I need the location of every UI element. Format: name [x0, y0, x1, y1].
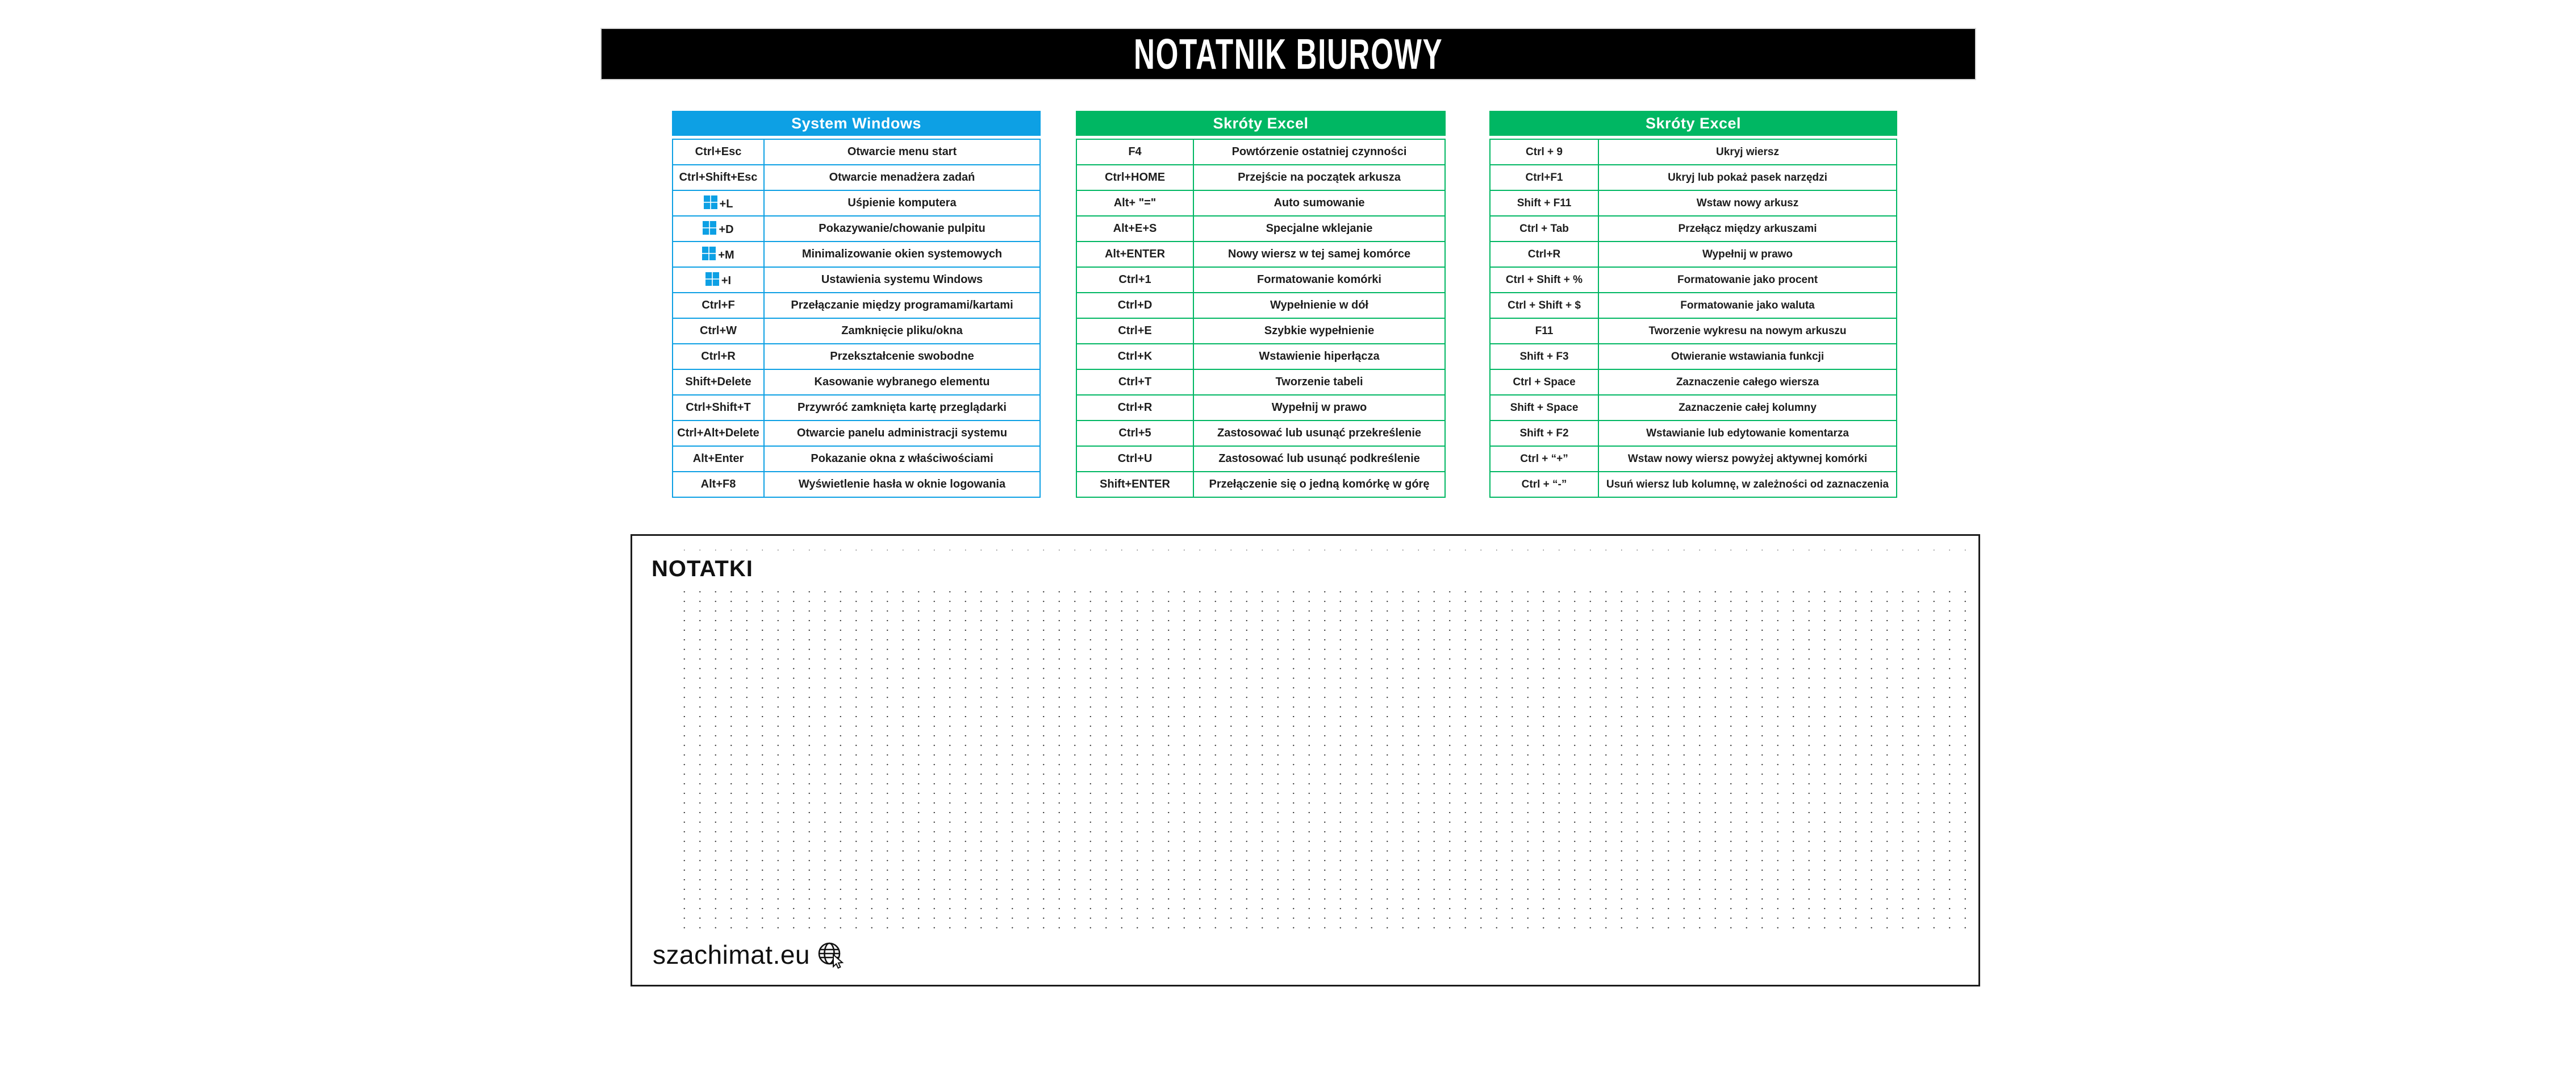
shortcut-table-excel-2 [1489, 111, 1897, 498]
shortcut-description-cell: Wstaw nowy arkusz [1598, 190, 1897, 216]
shortcut-key-cell: Ctrl+R [1076, 395, 1193, 421]
shortcut-key-cell: Alt+E+S [1076, 216, 1193, 242]
shortcut-row [1076, 344, 1445, 369]
shortcut-row [1490, 139, 1897, 165]
shortcut-row [1490, 165, 1897, 190]
shortcut-key-cell: +I [673, 267, 764, 293]
shortcut-key-cell: Ctrl+HOME [1076, 165, 1193, 190]
shortcut-key-cell: Ctrl + Space [1490, 369, 1598, 395]
notes-footer [653, 939, 845, 970]
shortcut-row [673, 421, 1040, 446]
shortcut-description-cell: Wstawianie lub edytowanie komentarza [1598, 421, 1897, 446]
shortcut-row [673, 318, 1040, 344]
shortcut-description-cell: Otwieranie wstawiania funkcji [1598, 344, 1897, 369]
table-header: Skróty Excel [1489, 111, 1897, 136]
shortcut-row [673, 267, 1040, 293]
shortcut-key-cell: Ctrl + Tab [1490, 216, 1598, 242]
shortcut-key-cell: +D [673, 216, 764, 242]
shortcut-description-cell: Przełączenie się o jedną komórkę w górę [1193, 472, 1445, 497]
shortcut-row [1490, 216, 1897, 242]
table-header: Skróty Excel [1076, 111, 1446, 136]
shortcut-row [673, 216, 1040, 242]
shortcut-table-windows [672, 111, 1041, 498]
shortcut-description-cell: Wstawienie hiperłącza [1193, 344, 1445, 369]
shortcut-row [1076, 139, 1445, 165]
shortcut-row [1076, 216, 1445, 242]
shortcut-description-cell: Nowy wiersz w tej samej komórce [1193, 242, 1445, 267]
shortcut-description-cell: Przekształcenie swobodne [764, 344, 1040, 369]
shortcut-row [1076, 190, 1445, 216]
shortcut-row [1076, 446, 1445, 472]
shortcut-key-cell: Ctrl+F [673, 293, 764, 318]
notes-box [631, 534, 1980, 986]
shortcut-key-cell: Ctrl+R [673, 344, 764, 369]
shortcut-description-cell: Specjalne wklejanie [1193, 216, 1445, 242]
shortcut-key-cell: Ctrl+5 [1076, 421, 1193, 446]
windows-logo-icon [704, 195, 717, 209]
shortcut-key-cell: Ctrl+E [1076, 318, 1193, 344]
shortcut-row [1076, 395, 1445, 421]
notes-dotted-rule [677, 548, 1968, 552]
shortcut-description-cell: Ustawienia systemu Windows [764, 267, 1040, 293]
shortcut-row [673, 242, 1040, 267]
shortcut-key-cell: Ctrl + Shift + % [1490, 267, 1598, 293]
shortcut-key-cell: Shift + Space [1490, 395, 1598, 421]
shortcut-row [1076, 318, 1445, 344]
shortcut-key-cell: Alt+Enter [673, 446, 764, 472]
shortcut-row [1076, 293, 1445, 318]
shortcut-row [673, 395, 1040, 421]
notes-heading: NOTATKI [652, 556, 753, 581]
shortcut-description-cell: Pokazywanie/chowanie pulpitu [764, 216, 1040, 242]
mouse-cursor-icon [833, 955, 842, 968]
shortcut-description-cell: Przełącz między arkuszami [1598, 216, 1897, 242]
shortcut-row [1490, 472, 1897, 497]
shortcut-key-cell: F4 [1076, 139, 1193, 165]
shortcut-row [673, 446, 1040, 472]
shortcut-row [1076, 472, 1445, 497]
shortcut-key-cell: Ctrl+Shift+Esc [673, 165, 764, 190]
shortcut-key-cell: Alt+ "=" [1076, 190, 1193, 216]
shortcut-key-cell: Ctrl + Shift + $ [1490, 293, 1598, 318]
shortcut-key-cell: Shift + F11 [1490, 190, 1598, 216]
shortcut-key-cell: Ctrl+Alt+Delete [673, 421, 764, 446]
website-link[interactable]: szachimat.eu [653, 940, 811, 969]
shortcut-row [1490, 395, 1897, 421]
shortcut-description-cell: Szybkie wypełnienie [1193, 318, 1445, 344]
shortcut-description-cell: Zamknięcie pliku/okna [764, 318, 1040, 344]
shortcut-key-cell: Ctrl+R [1490, 242, 1598, 267]
shortcut-description-cell: Auto sumowanie [1193, 190, 1445, 216]
shortcut-key-cell: Alt+F8 [673, 472, 764, 497]
table-header: System Windows [672, 111, 1041, 136]
shortcut-description-cell: Przywróć zamknięta kartę przeglądarki [764, 395, 1040, 421]
globe-icon [816, 940, 845, 969]
shortcut-description-cell: Formatowanie jako waluta [1598, 293, 1897, 318]
page-title: NOTATNIK BIUROWY [1133, 30, 1443, 78]
shortcut-description-cell: Wypełnij w prawo [1598, 242, 1897, 267]
shortcut-key-cell: Shift + F3 [1490, 344, 1598, 369]
shortcut-key-cell: Ctrl+F1 [1490, 165, 1598, 190]
shortcut-description-cell: Przejście na początek arkusza [1193, 165, 1445, 190]
shortcut-key-cell: Ctrl + “-” [1490, 472, 1598, 497]
shortcut-description-cell: Wyświetlenie hasła w oknie logowania [764, 472, 1040, 497]
shortcut-key-cell: Shift + F2 [1490, 421, 1598, 446]
windows-logo-icon [702, 247, 716, 260]
shortcut-row [1490, 190, 1897, 216]
shortcut-row [1076, 267, 1445, 293]
shortcut-description-cell: Przełączanie między programami/kartami [764, 293, 1040, 318]
shortcut-description-cell: Formatowanie jako procent [1598, 267, 1897, 293]
shortcut-description-cell: Powtórzenie ostatniej czynności [1193, 139, 1445, 165]
windows-logo-icon [705, 272, 719, 286]
shortcut-description-cell: Tworzenie tabeli [1193, 369, 1445, 395]
shortcut-description-cell: Ukryj lub pokaż pasek narzędzi [1598, 165, 1897, 190]
shortcut-row [673, 293, 1040, 318]
shortcut-key-cell: Shift+ENTER [1076, 472, 1193, 497]
shortcut-row [673, 190, 1040, 216]
shortcut-row [673, 139, 1040, 165]
shortcut-row [673, 344, 1040, 369]
shortcut-key-cell: Ctrl+U [1076, 446, 1193, 472]
shortcut-description-cell: Kasowanie wybranego elementu [764, 369, 1040, 395]
shortcut-grid [1076, 139, 1446, 498]
shortcut-row [1490, 318, 1897, 344]
shortcut-row [1490, 446, 1897, 472]
shortcut-description-cell: Zastosować lub usunąć podkreślenie [1193, 446, 1445, 472]
shortcut-key-cell: Ctrl+W [673, 318, 764, 344]
shortcut-description-cell: Zastosować lub usunąć przekreślenie [1193, 421, 1445, 446]
shortcut-description-cell: Ukryj wiersz [1598, 139, 1897, 165]
shortcut-row [1490, 421, 1897, 446]
shortcut-row [1490, 242, 1897, 267]
shortcut-description-cell: Wypełnienie w dół [1193, 293, 1445, 318]
shortcut-description-cell: Tworzenie wykresu na nowym arkuszu [1598, 318, 1897, 344]
shortcut-key-cell: Ctrl+T [1076, 369, 1193, 395]
shortcut-key-cell: Ctrl+K [1076, 344, 1193, 369]
shortcut-description-cell: Formatowanie komórki [1193, 267, 1445, 293]
shortcut-key-cell: F11 [1490, 318, 1598, 344]
shortcut-description-cell: Usuń wiersz lub kolumnę, w zależności od zaznaczenia [1598, 472, 1897, 497]
shortcut-key-cell: Alt+ENTER [1076, 242, 1193, 267]
shortcut-row [1076, 165, 1445, 190]
shortcut-description-cell: Wstaw nowy wiersz powyżej aktywnej komórki [1598, 446, 1897, 472]
shortcut-description-cell: Otwarcie menu start [764, 139, 1040, 165]
shortcut-row [1490, 293, 1897, 318]
shortcut-description-cell: Zaznaczenie całej kolumny [1598, 395, 1897, 421]
shortcut-row [1490, 267, 1897, 293]
shortcut-description-cell: Pokazanie okna z właściwościami [764, 446, 1040, 472]
shortcut-key-cell: +L [673, 190, 764, 216]
shortcut-key-cell: +M [673, 242, 764, 267]
shortcut-key-cell: Ctrl+Shift+T [673, 395, 764, 421]
shortcut-description-cell: Otwarcie panelu administracji systemu [764, 421, 1040, 446]
shortcut-row [1490, 344, 1897, 369]
shortcut-key-cell: Ctrl+Esc [673, 139, 764, 165]
shortcut-key-cell: Ctrl+D [1076, 293, 1193, 318]
shortcut-description-cell: Otwarcie menadżera zadań [764, 165, 1040, 190]
shortcut-grid [672, 139, 1041, 498]
shortcut-row [1076, 369, 1445, 395]
shortcut-table-excel-1 [1076, 111, 1446, 498]
shortcut-key-cell: Ctrl + “+” [1490, 446, 1598, 472]
title-bar [602, 29, 1975, 79]
shortcut-row [1490, 369, 1897, 395]
shortcut-key-cell: Shift+Delete [673, 369, 764, 395]
notes-dot-grid [677, 587, 1968, 934]
windows-logo-icon [703, 221, 716, 235]
shortcut-row [673, 472, 1040, 497]
shortcut-key-cell: Ctrl + 9 [1490, 139, 1598, 165]
shortcut-description-cell: Wypełnij w prawo [1193, 395, 1445, 421]
shortcut-row [673, 369, 1040, 395]
shortcut-grid [1489, 139, 1897, 498]
shortcut-description-cell: Uśpienie komputera [764, 190, 1040, 216]
shortcut-row [1076, 242, 1445, 267]
shortcut-description-cell: Zaznaczenie całego wiersza [1598, 369, 1897, 395]
shortcut-key-cell: Ctrl+1 [1076, 267, 1193, 293]
shortcut-row [673, 165, 1040, 190]
shortcut-description-cell: Minimalizowanie okien systemowych [764, 242, 1040, 267]
shortcut-row [1076, 421, 1445, 446]
